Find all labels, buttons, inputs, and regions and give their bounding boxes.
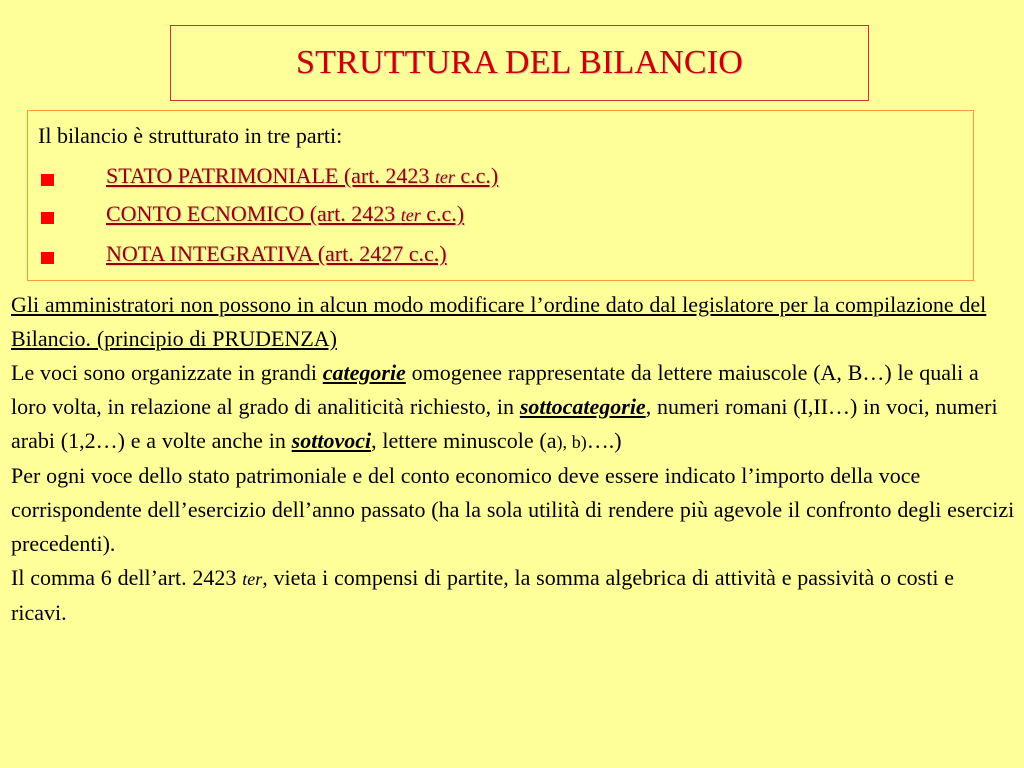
sottocategorie-term: sottocategorie — [519, 394, 646, 419]
square-bullet-icon — [41, 212, 54, 224]
list-item — [28, 163, 973, 195]
sottovoci-term: sottovoci — [291, 428, 372, 453]
stato-patrimoniale-label: STATO PATRIMONIALE (art. 2423 ter c.c.) — [106, 163, 499, 188]
square-bullet-icon — [41, 252, 54, 264]
conto-economico-label: CONTO ECNOMICO (art. 2423 ter c.c.) — [106, 201, 465, 226]
esercizio-paragraph: Per ogni voce dello stato patrimoniale e del conto economico deve essere indicato l’importo della voce corrispondente dell’esercizio dell’anno passato (ha la sola utilità di rendere più agevole il confronto degli esercizi precedenti). — [11, 463, 1015, 556]
parts-box — [27, 110, 974, 281]
list-item — [28, 201, 973, 233]
square-bullet-icon — [41, 174, 54, 186]
categorie-term: categorie — [322, 360, 406, 385]
slide-title: STRUTTURA DEL BILANCIO — [295, 44, 743, 81]
comma-paragraph: Il comma 6 dell’art. 2423 ter, vieta i compensi di partite, la somma algebrica di attività e passività o costi e ricavi. — [11, 565, 955, 625]
voci-paragraph: Le voci sono organizzate in grandi categorie omogenee rappresentate da lettere maiuscole (A, B…) le quali a loro volta, in relazione al grado di analiticità richiesto, in sottocategorie, numeri romani (I,II…) in voci, numeri arabi (1,2…) e a volte anche in sottovoci, lettere minuscole (a), b)….) — [11, 360, 998, 453]
body-text — [11, 288, 1015, 630]
parts-intro: Il bilancio è strutturato in tre parti: — [38, 123, 343, 148]
nota-integrativa-label: NOTA INTEGRATIVA (art. 2427 c.c.) — [106, 241, 447, 266]
list-item — [28, 241, 973, 273]
title-box — [170, 25, 869, 101]
prudenza-rule: Gli amministratori non possono in alcun modo modificare l’ordine dato dal legislatore per la compilazione del Bilancio. (principio di PRUDENZA) — [11, 292, 987, 351]
